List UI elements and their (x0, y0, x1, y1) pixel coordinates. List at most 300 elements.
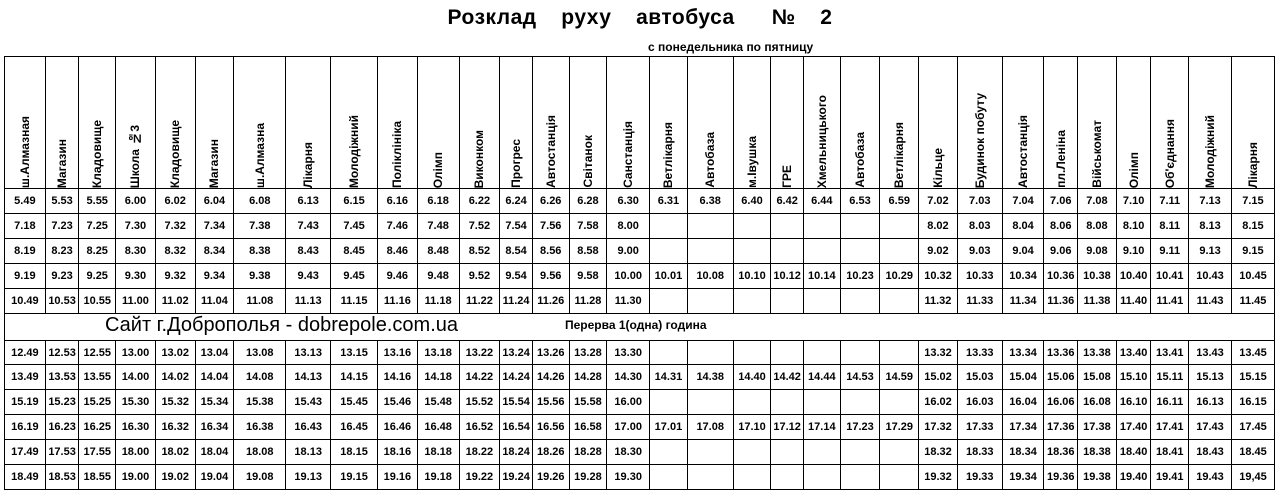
departure-time: 12.49 (5, 340, 46, 365)
departure-time: 11.08 (234, 288, 286, 313)
stop-header (155, 57, 195, 189)
departure-time: 15.54 (500, 390, 533, 415)
departure-time: 14.30 (607, 365, 650, 390)
departure-time (880, 238, 919, 263)
departure-time (840, 213, 880, 238)
departure-time: 7.46 (377, 213, 417, 238)
departure-time: 16.03 (957, 390, 1002, 415)
departure-time: 16.46 (377, 415, 417, 440)
stop-name: Молодіжний (347, 114, 362, 188)
departure-time: 18.38 (1078, 440, 1117, 465)
departure-time: 14.24 (500, 365, 533, 390)
stop-name: Прогрес (509, 139, 524, 188)
departure-time: 11.04 (195, 288, 234, 313)
departure-time: 7.08 (1078, 189, 1117, 214)
departure-time: 10.55 (79, 288, 116, 313)
stop-header (650, 57, 688, 189)
departure-time: 18.41 (1151, 440, 1189, 465)
departure-time (733, 340, 771, 365)
departure-time: 8.43 (286, 238, 331, 263)
departure-time (687, 288, 733, 313)
stop-header (733, 57, 771, 189)
departure-time: 10.29 (880, 263, 919, 288)
departure-time: 15.32 (155, 390, 195, 415)
departure-time: 11.45 (1231, 288, 1274, 313)
departure-time: 16.45 (331, 415, 378, 440)
departure-time (650, 390, 688, 415)
departure-time: 11.22 (459, 288, 500, 313)
departure-time: 10.38 (1078, 263, 1117, 288)
departure-time: 7.04 (1002, 189, 1044, 214)
departure-time: 15.10 (1116, 365, 1151, 390)
departure-time: 18.45 (1231, 440, 1274, 465)
stop-name: Автобаза (853, 132, 868, 188)
departure-time: 9.32 (155, 263, 195, 288)
departure-time: 8.52 (459, 238, 500, 263)
departure-time: 19.18 (417, 465, 459, 490)
departure-time: 13.53 (45, 365, 79, 390)
departure-time: 13.30 (607, 340, 650, 365)
departure-time: 9.15 (1231, 238, 1274, 263)
departure-time: 15.11 (1151, 365, 1189, 390)
departure-time: 13.26 (532, 340, 569, 365)
departure-time: 10.23 (840, 263, 880, 288)
stop-header (957, 57, 1002, 189)
departure-time: 10.08 (687, 263, 733, 288)
departure-time: 15.34 (195, 390, 234, 415)
stop-header (116, 57, 156, 189)
departure-time: 6.08 (234, 189, 286, 214)
departure-time: 6.28 (569, 189, 607, 214)
departure-time: 14.42 (771, 365, 804, 390)
departure-time (771, 465, 804, 490)
departure-time (687, 238, 733, 263)
departure-time: 17.53 (45, 440, 79, 465)
departure-time: 8.56 (532, 238, 569, 263)
departure-time: 11.34 (1002, 288, 1044, 313)
departure-time: 11.41 (1151, 288, 1189, 313)
departure-time: 6.31 (650, 189, 688, 214)
departure-time: 13.36 (1044, 340, 1078, 365)
departure-time: 10.36 (1044, 263, 1078, 288)
departure-time: 6.13 (286, 189, 331, 214)
departure-time: 17.33 (957, 415, 1002, 440)
departure-time: 14.31 (650, 365, 688, 390)
departure-time: 9.58 (569, 263, 607, 288)
departure-time (803, 288, 840, 313)
departure-time: 14.08 (234, 365, 286, 390)
departure-time: 9.48 (417, 263, 459, 288)
departure-time: 9.56 (532, 263, 569, 288)
departure-time: 8.23 (45, 238, 79, 263)
departure-time: 7.32 (155, 213, 195, 238)
departure-time: 16.25 (79, 415, 116, 440)
departure-time (650, 440, 688, 465)
stop-name: Будинок побуту (972, 92, 987, 188)
departure-time: 16.43 (286, 415, 331, 440)
departure-time: 6.22 (459, 189, 500, 214)
departure-time: 16.02 (919, 390, 958, 415)
departure-time: 14.00 (116, 365, 156, 390)
departure-time: 17.08 (687, 415, 733, 440)
departure-time: 19.15 (331, 465, 378, 490)
departure-time: 10.34 (1002, 263, 1044, 288)
departure-time: 9.04 (1002, 238, 1044, 263)
departure-time: 9.54 (500, 263, 533, 288)
departure-time: 13.34 (1002, 340, 1044, 365)
trip-row (5, 440, 1275, 465)
departure-time: 16.30 (116, 415, 156, 440)
stop-header (687, 57, 733, 189)
departure-time: 19.30 (607, 465, 650, 490)
departure-time: 15.30 (116, 390, 156, 415)
departure-time: 8.11 (1151, 213, 1189, 238)
departure-time: 8.38 (234, 238, 286, 263)
departure-time: 18.33 (957, 440, 1002, 465)
stop-header (45, 57, 79, 189)
departure-time (880, 390, 919, 415)
departure-time: 6.30 (607, 189, 650, 214)
trip-row (5, 365, 1275, 390)
stop-header (1116, 57, 1151, 189)
departure-time (733, 238, 771, 263)
departure-time: 16.38 (234, 415, 286, 440)
departure-time: 8.54 (500, 238, 533, 263)
departure-time: 18.18 (417, 440, 459, 465)
departure-time: 7.34 (195, 213, 234, 238)
departure-time: 16.32 (155, 415, 195, 440)
departure-time: 10.32 (919, 263, 958, 288)
stop-name: Кільце (930, 148, 945, 188)
departure-time: 6.59 (880, 189, 919, 214)
departure-time: 7.10 (1116, 189, 1151, 214)
stop-name: пл.Леніна (1053, 130, 1068, 188)
departure-time: 10.43 (1189, 263, 1232, 288)
departure-time: 7.13 (1189, 189, 1232, 214)
departure-time: 14.38 (687, 365, 733, 390)
stop-name: Лікарня (1245, 141, 1260, 188)
departure-time: 16.04 (1002, 390, 1044, 415)
departure-time: 9.11 (1151, 238, 1189, 263)
departure-time: 13.28 (569, 340, 607, 365)
departure-time: 19.38 (1078, 465, 1117, 490)
departure-time: 13.33 (957, 340, 1002, 365)
departure-time: 14.40 (733, 365, 771, 390)
departure-time: 13.24 (500, 340, 533, 365)
departure-time: 19.40 (1116, 465, 1151, 490)
departure-time: 18.08 (234, 440, 286, 465)
departure-time: 18.55 (79, 465, 116, 490)
trip-row (5, 263, 1275, 288)
departure-time: 15.03 (957, 365, 1002, 390)
departure-time (803, 390, 840, 415)
departure-time: 18.28 (569, 440, 607, 465)
departure-time: 6.42 (771, 189, 804, 214)
departure-time: 16.52 (459, 415, 500, 440)
departure-time: 9.10 (1116, 238, 1151, 263)
departure-time: 9.34 (195, 263, 234, 288)
trip-row (5, 213, 1275, 238)
departure-time: 10.49 (5, 288, 46, 313)
departure-time: 11.24 (500, 288, 533, 313)
departure-time (733, 390, 771, 415)
departure-time: 11.38 (1078, 288, 1117, 313)
departure-time: 11.16 (377, 288, 417, 313)
departure-time: 8.10 (1116, 213, 1151, 238)
afternoon-trips (5, 340, 1275, 489)
departure-time: 9.52 (459, 263, 500, 288)
departure-time: 14.26 (532, 365, 569, 390)
departure-time: 7.02 (919, 189, 958, 214)
departure-time (771, 390, 804, 415)
departure-time: 15.23 (45, 390, 79, 415)
stop-header (1044, 57, 1078, 189)
departure-time: 17.32 (919, 415, 958, 440)
departure-time: 13.45 (1231, 340, 1274, 365)
departure-time: 17.40 (1116, 415, 1151, 440)
departure-time: 19.24 (500, 465, 533, 490)
departure-time: 19.16 (377, 465, 417, 490)
stop-name: Світанок (580, 135, 595, 188)
departure-time: 19.33 (957, 465, 1002, 490)
departure-time: 17.01 (650, 415, 688, 440)
departure-time: 19.43 (1189, 465, 1232, 490)
departure-time: 16.56 (532, 415, 569, 440)
departure-time: 13.16 (377, 340, 417, 365)
departure-time: 9.03 (957, 238, 1002, 263)
departure-time: 15.06 (1044, 365, 1078, 390)
stop-name: Лікарня (301, 141, 316, 188)
departure-time: 15.46 (377, 390, 417, 415)
departure-time (880, 213, 919, 238)
departure-time: 15.04 (1002, 365, 1044, 390)
departure-time: 16.06 (1044, 390, 1078, 415)
departure-time (687, 465, 733, 490)
stop-header (919, 57, 958, 189)
departure-time (840, 440, 880, 465)
departure-time: 16.58 (569, 415, 607, 440)
departure-time: 17.41 (1151, 415, 1189, 440)
departure-time: 13.41 (1151, 340, 1189, 365)
departure-time: 19.02 (155, 465, 195, 490)
departure-time: 9.38 (234, 263, 286, 288)
stop-header (1078, 57, 1117, 189)
departure-time: 13.02 (155, 340, 195, 365)
departure-time: 19.28 (569, 465, 607, 490)
departure-time: 13.22 (459, 340, 500, 365)
trip-row (5, 288, 1275, 313)
departure-time: 15.15 (1231, 365, 1274, 390)
stop-name: Автостанція (1016, 115, 1031, 188)
departure-time: 8.03 (957, 213, 1002, 238)
departure-time: 5.53 (45, 189, 79, 214)
schedule-days-subtitle: с понедельника по пятницу (648, 40, 814, 54)
departure-time: 11.40 (1116, 288, 1151, 313)
departure-time: 15.48 (417, 390, 459, 415)
departure-time: 9.06 (1044, 238, 1078, 263)
departure-time: 18.30 (607, 440, 650, 465)
stop-name: Об'єднання (1162, 118, 1177, 188)
departure-time: 17.00 (607, 415, 650, 440)
departure-time: 19.34 (1002, 465, 1044, 490)
departure-time: 11.28 (569, 288, 607, 313)
stop-header (607, 57, 650, 189)
departure-time: 7.43 (286, 213, 331, 238)
departure-time: 14.28 (569, 365, 607, 390)
departure-time: 13.43 (1189, 340, 1232, 365)
departure-time: 16.19 (5, 415, 46, 440)
departure-time: 15.52 (459, 390, 500, 415)
departure-time: 19.36 (1044, 465, 1078, 490)
departure-time: 6.02 (155, 189, 195, 214)
stop-header (1151, 57, 1189, 189)
departure-time: 5.49 (5, 189, 46, 214)
departure-time (650, 238, 688, 263)
departure-time: 11.00 (116, 288, 156, 313)
trip-row (5, 465, 1275, 490)
departure-time: 17.45 (1231, 415, 1274, 440)
stop-header (459, 57, 500, 189)
stop-header (286, 57, 331, 189)
departure-time: 6.00 (116, 189, 156, 214)
page-title: Розклад руху автобуса № 2 (447, 6, 833, 29)
departure-time: 8.02 (919, 213, 958, 238)
departure-time (650, 288, 688, 313)
departure-time: 14.04 (195, 365, 234, 390)
departure-time: 6.40 (733, 189, 771, 214)
departure-time: 11.43 (1189, 288, 1232, 313)
departure-time: 7.11 (1151, 189, 1189, 214)
departure-time: 19.13 (286, 465, 331, 490)
stop-name: Виконком (472, 129, 487, 188)
departure-time: 9.13 (1189, 238, 1232, 263)
departure-time (650, 213, 688, 238)
departure-time: 11.18 (417, 288, 459, 313)
departure-time: 14.53 (840, 365, 880, 390)
departure-time: 17.38 (1078, 415, 1117, 440)
departure-time: 8.15 (1231, 213, 1274, 238)
departure-time: 9.30 (116, 263, 156, 288)
morning-trips (5, 189, 1275, 314)
departure-time: 7.15 (1231, 189, 1274, 214)
departure-time: 6.44 (803, 189, 840, 214)
stop-header (840, 57, 880, 189)
stop-name: Олімп (431, 151, 446, 188)
departure-time (771, 340, 804, 365)
departure-time: 7.03 (957, 189, 1002, 214)
departure-time: 9.46 (377, 263, 417, 288)
stop-header (1189, 57, 1232, 189)
departure-time: 9.00 (607, 238, 650, 263)
departure-time: 14.18 (417, 365, 459, 390)
departure-time: 9.19 (5, 263, 46, 288)
departure-time: 18.22 (459, 440, 500, 465)
departure-time: 11.15 (331, 288, 378, 313)
departure-time: 13.40 (1116, 340, 1151, 365)
departure-time (771, 238, 804, 263)
departure-time: 6.38 (687, 189, 733, 214)
stop-name: Школа №3 (128, 124, 143, 188)
departure-time: 11.02 (155, 288, 195, 313)
departure-time: 6.18 (417, 189, 459, 214)
stop-header (1231, 57, 1274, 189)
departure-time: 18.26 (532, 440, 569, 465)
departure-time (650, 340, 688, 365)
departure-time: 17.12 (771, 415, 804, 440)
stop-name: Магазин (207, 138, 222, 188)
stop-header (417, 57, 459, 189)
departure-time (840, 390, 880, 415)
departure-time: 7.56 (532, 213, 569, 238)
stop-header (1002, 57, 1044, 189)
departure-time: 8.04 (1002, 213, 1044, 238)
departure-time: 15.02 (919, 365, 958, 390)
stop-header (500, 57, 533, 189)
departure-time (803, 465, 840, 490)
departure-time (771, 440, 804, 465)
departure-time: 18.00 (116, 440, 156, 465)
departure-time: 13.55 (79, 365, 116, 390)
departure-time: 10.00 (607, 263, 650, 288)
departure-time: 14.02 (155, 365, 195, 390)
departure-time: 16.15 (1231, 390, 1274, 415)
departure-time: 18.43 (1189, 440, 1232, 465)
stop-header (195, 57, 234, 189)
departure-time: 15.08 (1078, 365, 1117, 390)
departure-time: 14.59 (880, 365, 919, 390)
departure-time: 6.26 (532, 189, 569, 214)
departure-time: 8.32 (155, 238, 195, 263)
stop-name: Автобаза (703, 132, 718, 188)
stop-header (331, 57, 378, 189)
timetable (4, 56, 1275, 490)
departure-time (803, 213, 840, 238)
stop-name: ГРЕ (780, 165, 795, 188)
departure-time: 8.08 (1078, 213, 1117, 238)
departure-time (733, 465, 771, 490)
departure-time: 9.08 (1078, 238, 1117, 263)
departure-time: 9.43 (286, 263, 331, 288)
departure-time: 10.10 (733, 263, 771, 288)
departure-time: 17.49 (5, 440, 46, 465)
departure-time: 7.52 (459, 213, 500, 238)
departure-time (840, 288, 880, 313)
departure-time: 18.34 (1002, 440, 1044, 465)
stop-name: Автостанція (543, 115, 558, 188)
stop-header (234, 57, 286, 189)
departure-time: 8.06 (1044, 213, 1078, 238)
break-row (5, 313, 1275, 340)
departure-time: 18.02 (155, 440, 195, 465)
departure-time: 18.16 (377, 440, 417, 465)
departure-time (733, 288, 771, 313)
departure-time: 11.26 (532, 288, 569, 313)
departure-time: 6.16 (377, 189, 417, 214)
stop-name: м.Івушка (744, 136, 759, 188)
trip-row (5, 189, 1275, 214)
departure-time (803, 440, 840, 465)
departure-time: 7.25 (79, 213, 116, 238)
departure-time: 15.25 (79, 390, 116, 415)
departure-time: 14.16 (377, 365, 417, 390)
departure-time: 19.41 (1151, 465, 1189, 490)
departure-time: 8.30 (116, 238, 156, 263)
departure-time: 18.49 (5, 465, 46, 490)
departure-time: 9.02 (919, 238, 958, 263)
departure-time: 16.34 (195, 415, 234, 440)
departure-time: 19.04 (195, 465, 234, 490)
departure-time (803, 340, 840, 365)
